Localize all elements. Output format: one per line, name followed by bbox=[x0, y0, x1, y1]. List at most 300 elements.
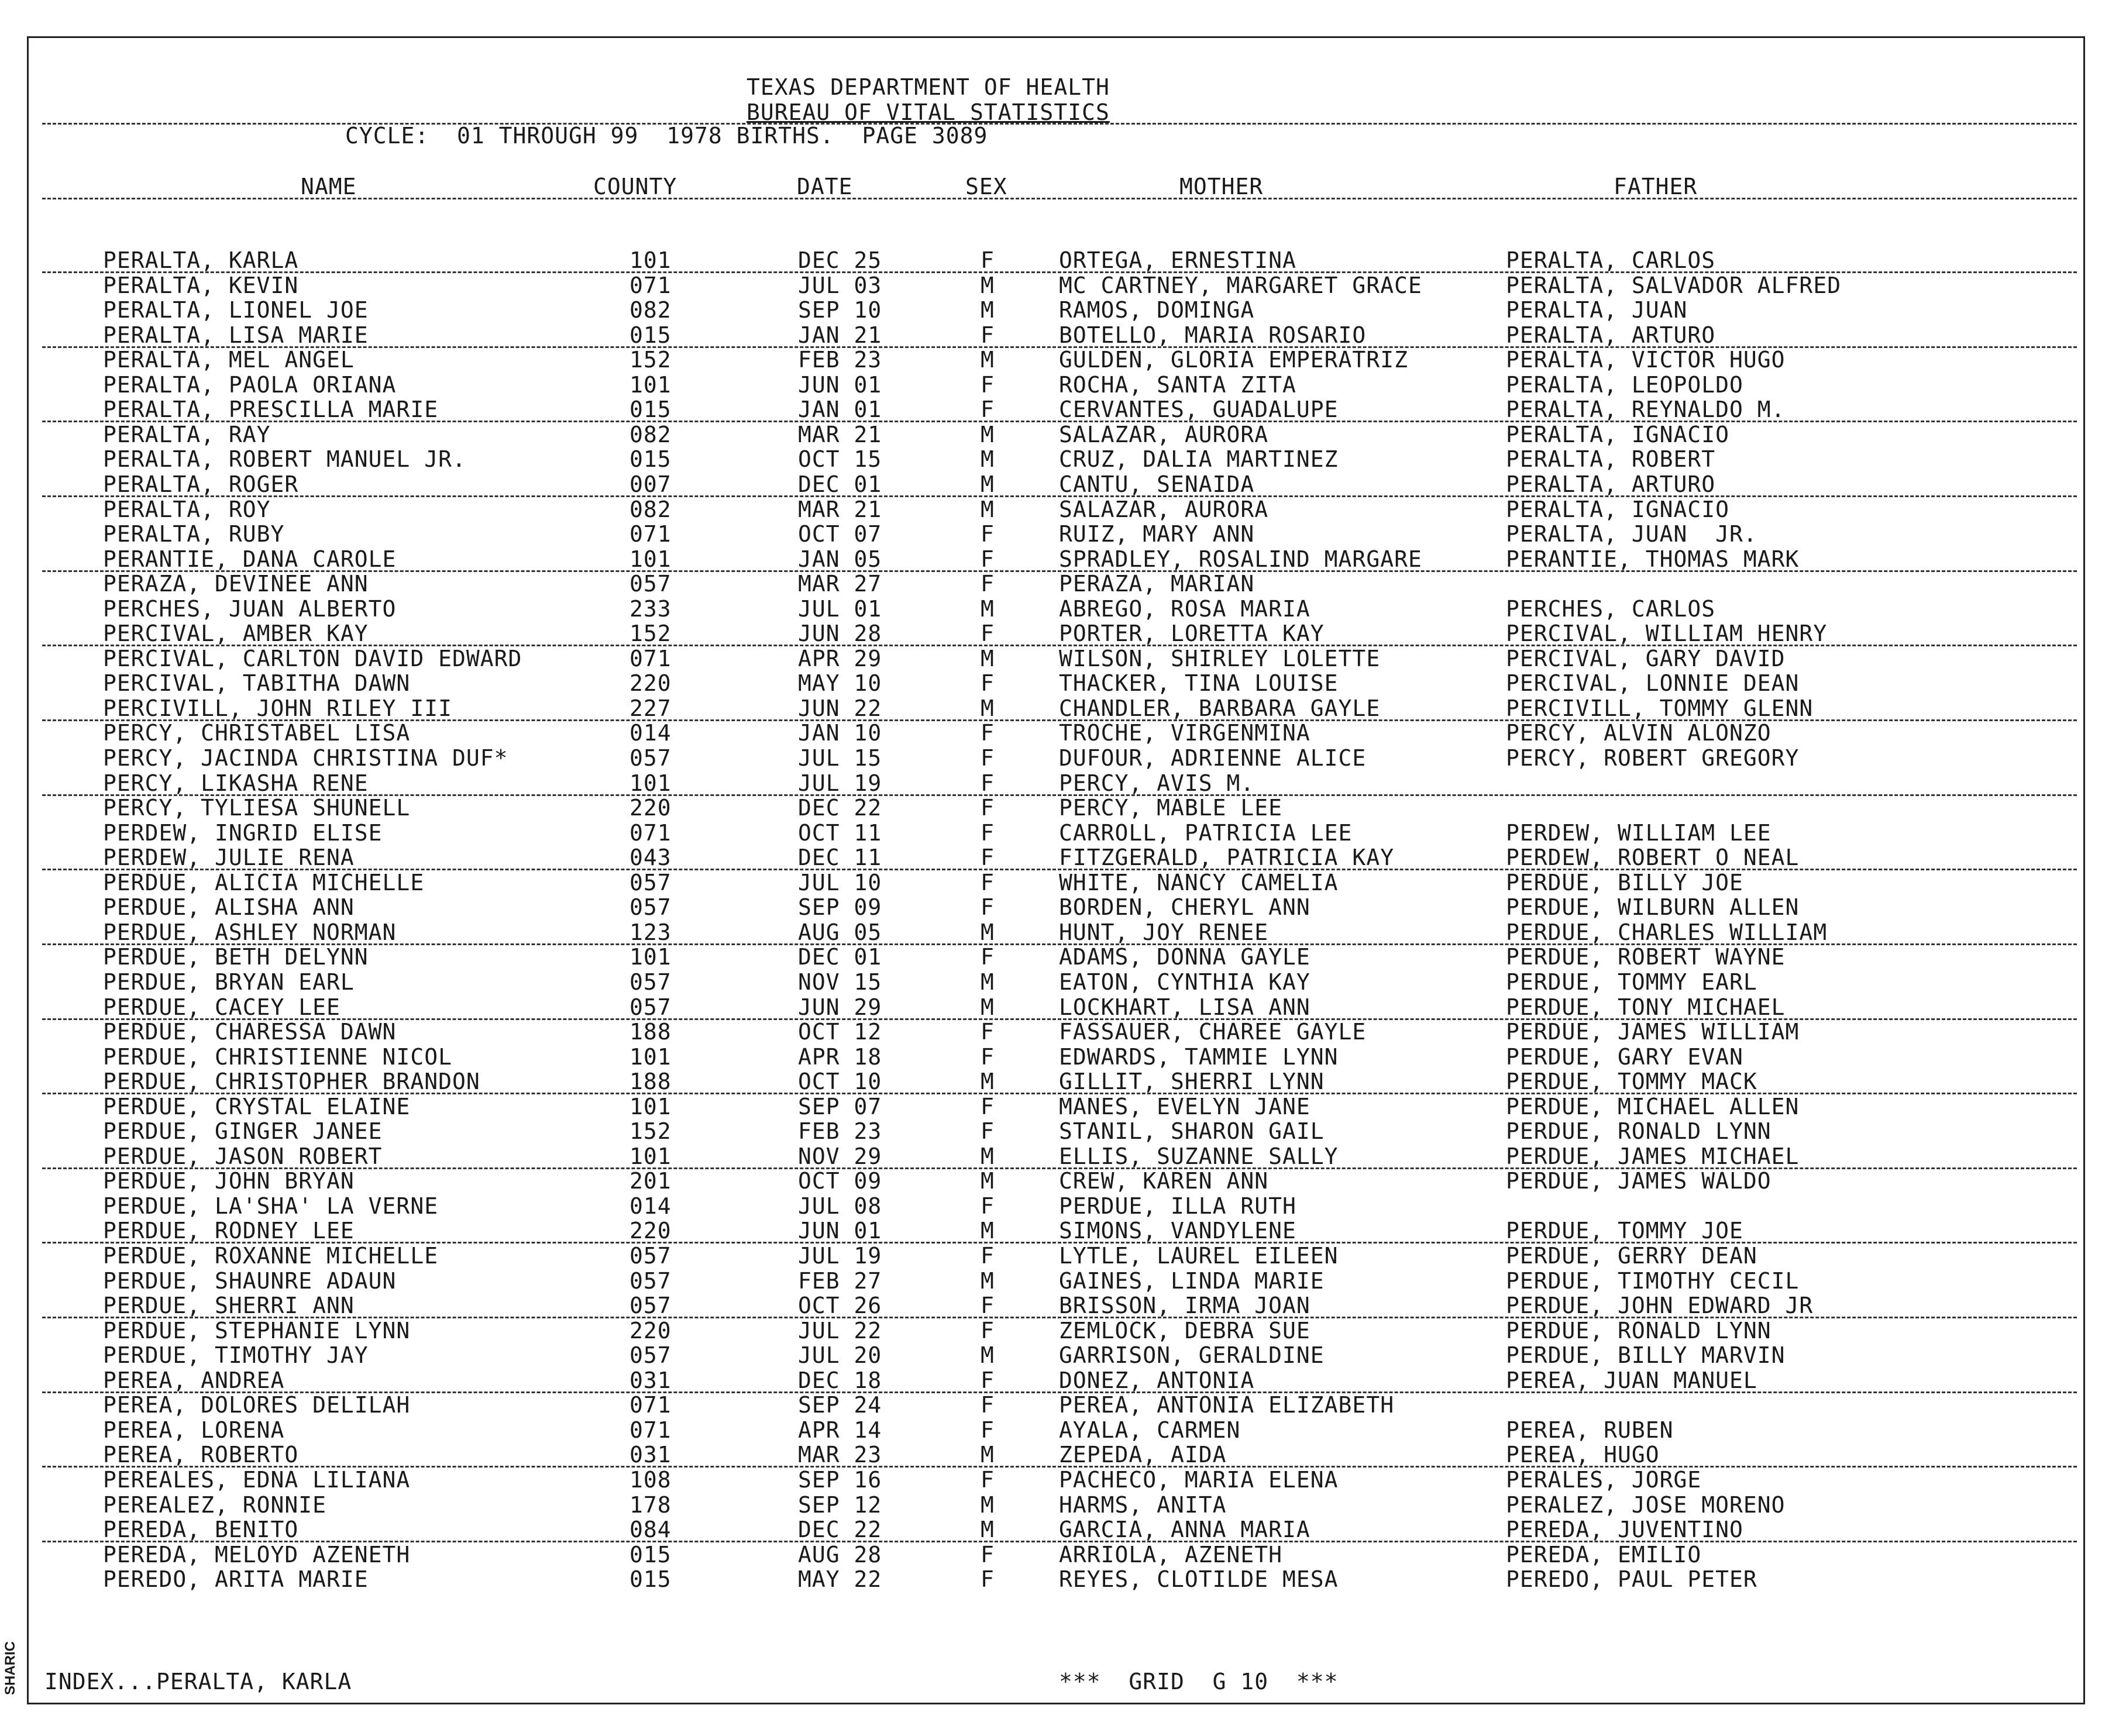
cell-date: JUL 15 bbox=[798, 745, 882, 771]
cell-name: PERALTA, ROY bbox=[103, 497, 271, 522]
cell-county: 071 bbox=[629, 1417, 672, 1443]
cell-county: 014 bbox=[629, 720, 672, 746]
cell-name: PEREDO, ARITA MARIE bbox=[103, 1566, 369, 1592]
cell-father: PERALTA, CARLOS bbox=[1506, 247, 1716, 273]
cell-sex: F bbox=[981, 1318, 995, 1344]
cell-sex: M bbox=[981, 1218, 995, 1244]
table-row bbox=[0, 1542, 2119, 1567]
cell-father: PERALTA, IGNACIO bbox=[1506, 497, 1730, 522]
cell-mother: DUFOUR, ADRIENNE ALICE bbox=[1059, 745, 1367, 771]
cell-mother: MANES, EVELYN JANE bbox=[1059, 1094, 1310, 1120]
cell-date: MAR 21 bbox=[798, 422, 882, 447]
grid-label: *** GRID G 10 *** bbox=[1059, 1669, 1339, 1694]
cell-mother: BOTELLO, MARIA ROSARIO bbox=[1059, 322, 1367, 348]
table-row bbox=[0, 1194, 2119, 1218]
cell-date: MAR 21 bbox=[798, 497, 882, 522]
cell-county: 015 bbox=[629, 1566, 672, 1592]
cell-county: 084 bbox=[629, 1517, 672, 1542]
cell-father: PERALTA, ARTURO bbox=[1506, 322, 1716, 348]
cell-mother: TROCHE, VIRGENMINA bbox=[1059, 720, 1310, 746]
table-row bbox=[0, 347, 2119, 372]
cell-father: PERCHES, CARLOS bbox=[1506, 596, 1716, 622]
cell-sex: F bbox=[981, 745, 995, 771]
table-row bbox=[0, 497, 2119, 522]
cell-date: OCT 10 bbox=[798, 1069, 882, 1094]
cell-date: FEB 27 bbox=[798, 1268, 882, 1294]
cell-sex: F bbox=[981, 571, 995, 597]
cell-county: 071 bbox=[629, 1392, 672, 1418]
table-row bbox=[0, 970, 2119, 994]
cell-county: 031 bbox=[629, 1442, 672, 1468]
col-header-mother: MOTHER bbox=[1179, 174, 1264, 199]
table-row bbox=[0, 1019, 2119, 1044]
cell-name: PERDUE, CHRISTOPHER BRANDON bbox=[103, 1069, 480, 1094]
cell-name: PEREDA, BENITO bbox=[103, 1517, 299, 1542]
cell-mother: PORTER, LORETTA KAY bbox=[1059, 621, 1325, 646]
cell-sex: F bbox=[981, 1542, 995, 1568]
cell-mother: FASSAUER, CHAREE GAYLE bbox=[1059, 1019, 1367, 1045]
cell-name: PERDUE, SHAUNRE ADAUN bbox=[103, 1268, 397, 1294]
cell-father: PERALTA, IGNACIO bbox=[1506, 422, 1730, 447]
table-row bbox=[0, 1442, 2119, 1467]
table-row bbox=[0, 1368, 2119, 1393]
cell-county: 071 bbox=[629, 820, 672, 846]
table-row bbox=[0, 1094, 2119, 1119]
cell-father: PERDUE, TONY MICHAEL bbox=[1506, 994, 1786, 1020]
cell-county: 057 bbox=[629, 894, 672, 920]
cell-date: AUG 05 bbox=[798, 919, 882, 945]
table-row bbox=[0, 1343, 2119, 1368]
cell-county: 015 bbox=[629, 1542, 672, 1568]
cell-name: PERCY, CHRISTABEL LISA bbox=[103, 720, 411, 746]
cell-father: PERANTIE, THOMAS MARK bbox=[1506, 546, 1800, 572]
cell-date: DEC 22 bbox=[798, 1517, 882, 1542]
table-row bbox=[0, 248, 2119, 273]
table-row bbox=[0, 746, 2119, 770]
cell-county: 220 bbox=[629, 1218, 672, 1244]
cell-sex: F bbox=[981, 372, 995, 398]
cell-county: 082 bbox=[629, 497, 672, 522]
cell-county: 220 bbox=[629, 795, 672, 821]
cell-name: PERDUE, CRYSTAL ELAINE bbox=[103, 1094, 411, 1120]
cell-name: PERDUE, CHRISTIENNE NICOL bbox=[103, 1044, 452, 1070]
cell-sex: F bbox=[981, 894, 995, 920]
cell-mother: EATON, CYNTHIA KAY bbox=[1059, 969, 1310, 995]
cell-date: JUL 22 bbox=[798, 1318, 882, 1344]
cell-mother: GAINES, LINDA MARIE bbox=[1059, 1268, 1325, 1294]
cell-name: PERALTA, PRESCILLA MARIE bbox=[103, 397, 439, 422]
cell-father: PERDUE, BILLY JOE bbox=[1506, 870, 1743, 895]
cell-father: PERCY, ALVIN ALONZO bbox=[1506, 720, 1771, 746]
cell-mother: PACHECO, MARIA ELENA bbox=[1059, 1467, 1339, 1493]
cell-sex: F bbox=[981, 1094, 995, 1120]
cell-date: SEP 12 bbox=[798, 1492, 882, 1518]
cell-date: JUL 20 bbox=[798, 1342, 882, 1368]
cell-mother: RAMOS, DOMINGA bbox=[1059, 297, 1255, 323]
cell-sex: M bbox=[981, 297, 995, 323]
cell-sex: M bbox=[981, 1268, 995, 1294]
cell-date: JUL 03 bbox=[798, 273, 882, 298]
table-row bbox=[0, 1244, 2119, 1268]
cell-date: JUL 08 bbox=[798, 1193, 882, 1219]
cell-mother: RUIZ, MARY ANN bbox=[1059, 521, 1255, 547]
cell-county: 015 bbox=[629, 446, 672, 472]
table-row bbox=[0, 845, 2119, 870]
cell-date: FEB 23 bbox=[798, 347, 882, 373]
cell-father: PERDUE, ROBERT WAYNE bbox=[1506, 944, 1786, 970]
table-row bbox=[0, 721, 2119, 745]
col-header-father: FATHER bbox=[1614, 174, 1698, 199]
rule-header bbox=[42, 198, 2077, 199]
cell-county: 043 bbox=[629, 845, 672, 870]
cell-sex: M bbox=[981, 1442, 995, 1468]
cell-mother: SALAZAR, AURORA bbox=[1059, 422, 1269, 447]
cell-name: PERALTA, KEVIN bbox=[103, 273, 299, 298]
cell-mother: HUNT, JOY RENEE bbox=[1059, 919, 1269, 945]
cell-sex: M bbox=[981, 919, 995, 945]
cell-county: 007 bbox=[629, 471, 672, 497]
cell-father: PERDUE, JAMES WALDO bbox=[1506, 1168, 1771, 1194]
cell-sex: F bbox=[981, 944, 995, 970]
cell-father: PERALTA, JUAN bbox=[1506, 297, 1688, 323]
cell-county: 201 bbox=[629, 1168, 672, 1194]
cell-sex: M bbox=[981, 1168, 995, 1194]
cell-county: 071 bbox=[629, 521, 672, 547]
cell-name: PERDEW, JULIE RENA bbox=[103, 845, 355, 870]
table-row bbox=[0, 1393, 2119, 1417]
cell-name: PERDUE, CACEY LEE bbox=[103, 994, 340, 1020]
cell-father: PERALEZ, JOSE MORENO bbox=[1506, 1492, 1786, 1518]
cell-date: DEC 11 bbox=[798, 845, 882, 870]
cell-sex: F bbox=[981, 1368, 995, 1393]
cell-name: PERDUE, ROXANNE MICHELLE bbox=[103, 1243, 439, 1269]
cell-county: 101 bbox=[629, 944, 672, 970]
table-row bbox=[0, 547, 2119, 571]
cell-date: APR 29 bbox=[798, 646, 882, 671]
cell-mother: HARMS, ANITA bbox=[1059, 1492, 1227, 1518]
table-row bbox=[0, 646, 2119, 671]
cell-father: PEREA, HUGO bbox=[1506, 1442, 1660, 1468]
cell-date: SEP 16 bbox=[798, 1467, 882, 1493]
cell-mother: BRISSON, IRMA JOAN bbox=[1059, 1293, 1310, 1318]
cell-father: PEREA, JUAN MANUEL bbox=[1506, 1368, 1757, 1393]
table-row bbox=[0, 447, 2119, 471]
cell-sex: M bbox=[981, 994, 995, 1020]
cell-sex: F bbox=[981, 546, 995, 572]
table-row bbox=[0, 323, 2119, 347]
cell-name: PERCY, JACINDA CHRISTINA DUF* bbox=[103, 745, 508, 771]
cell-name: PERALTA, MEL ANGEL bbox=[103, 347, 355, 373]
cell-father: PERALES, JORGE bbox=[1506, 1467, 1702, 1493]
cell-date: JUN 22 bbox=[798, 695, 882, 721]
cell-mother: PERCY, AVIS M. bbox=[1059, 770, 1255, 796]
cell-date: MAR 23 bbox=[798, 1442, 882, 1468]
cell-mother: CREW, KAREN ANN bbox=[1059, 1168, 1269, 1194]
cell-county: 123 bbox=[629, 919, 672, 945]
table-row bbox=[0, 1293, 2119, 1318]
cell-sex: M bbox=[981, 446, 995, 472]
cell-sex: M bbox=[981, 497, 995, 522]
cell-name: PEREA, DOLORES DELILAH bbox=[103, 1392, 411, 1418]
cell-mother: CARROLL, PATRICIA LEE bbox=[1059, 820, 1353, 846]
cell-father: PERCIVAL, LONNIE DEAN bbox=[1506, 670, 1800, 696]
cell-date: JAN 21 bbox=[798, 322, 882, 348]
cell-father: PERALTA, LEOPOLDO bbox=[1506, 372, 1743, 398]
cell-name: PEREALEZ, RONNIE bbox=[103, 1492, 327, 1518]
cell-mother: DONEZ, ANTONIA bbox=[1059, 1368, 1255, 1393]
cell-sex: M bbox=[981, 1342, 995, 1368]
cell-name: PEREA, LORENA bbox=[103, 1417, 285, 1443]
cell-mother: ZEMLOCK, DEBRA SUE bbox=[1059, 1318, 1310, 1344]
cell-mother: AYALA, CARMEN bbox=[1059, 1417, 1241, 1443]
cell-father: PERDEW, WILLIAM LEE bbox=[1506, 820, 1771, 846]
cell-sex: F bbox=[981, 770, 995, 796]
table-row bbox=[0, 995, 2119, 1019]
cell-father: PERDUE, TOMMY JOE bbox=[1506, 1218, 1743, 1244]
cell-sex: F bbox=[981, 1293, 995, 1318]
cell-date: NOV 15 bbox=[798, 969, 882, 995]
cell-county: 101 bbox=[629, 546, 672, 572]
table-row bbox=[0, 1517, 2119, 1542]
cell-county: 057 bbox=[629, 745, 672, 771]
cell-name: PERCIVILL, JOHN RILEY III bbox=[103, 695, 452, 721]
cell-county: 082 bbox=[629, 422, 672, 447]
cell-name: PERALTA, KARLA bbox=[103, 247, 299, 273]
cell-mother: SIMONS, VANDYLENE bbox=[1059, 1218, 1296, 1244]
cell-name: PERDUE, ALISHA ANN bbox=[103, 894, 355, 920]
cell-date: OCT 09 bbox=[798, 1168, 882, 1194]
cell-date: JUN 28 bbox=[798, 621, 882, 646]
cell-mother: SPRADLEY, ROSALIND MARGARE bbox=[1059, 546, 1422, 572]
cell-father: PERALTA, ROBERT bbox=[1506, 446, 1716, 472]
table-row bbox=[0, 771, 2119, 795]
cell-date: MAY 10 bbox=[798, 670, 882, 696]
table-row bbox=[0, 621, 2119, 646]
side-label: SHARIC bbox=[2, 1641, 18, 1695]
cell-name: PERDUE, TIMOTHY JAY bbox=[103, 1342, 369, 1368]
cell-date: JUL 19 bbox=[798, 770, 882, 796]
cell-date: JUN 01 bbox=[798, 372, 882, 398]
table-row bbox=[0, 1493, 2119, 1517]
cell-date: OCT 26 bbox=[798, 1293, 882, 1318]
cell-father: PERDUE, CHARLES WILLIAM bbox=[1506, 919, 1828, 945]
cell-mother: PERAZA, MARIAN bbox=[1059, 571, 1255, 597]
cell-county: 057 bbox=[629, 1293, 672, 1318]
cell-date: SEP 07 bbox=[798, 1094, 882, 1120]
cell-county: 082 bbox=[629, 297, 672, 323]
cell-sex: F bbox=[981, 322, 995, 348]
cell-sex: M bbox=[981, 422, 995, 447]
cell-mother: THACKER, TINA LOUISE bbox=[1059, 670, 1339, 696]
cell-name: PERCHES, JUAN ALBERTO bbox=[103, 596, 397, 622]
cell-county: 101 bbox=[629, 1044, 672, 1070]
cell-name: PERDUE, LA'SHA' LA VERNE bbox=[103, 1193, 439, 1219]
cell-father: PERDUE, JAMES MICHAEL bbox=[1506, 1143, 1800, 1169]
cell-date: DEC 22 bbox=[798, 795, 882, 821]
cell-name: PERDUE, STEPHANIE LYNN bbox=[103, 1318, 411, 1344]
cell-mother: ABREGO, ROSA MARIA bbox=[1059, 596, 1310, 622]
col-header-sex: SEX bbox=[965, 174, 1007, 199]
cell-date: JAN 10 bbox=[798, 720, 882, 746]
cell-mother: PEREA, ANTONIA ELIZABETH bbox=[1059, 1392, 1395, 1418]
cell-mother: PERCY, MABLE LEE bbox=[1059, 795, 1283, 821]
cell-mother: GARRISON, GERALDINE bbox=[1059, 1342, 1325, 1368]
cycle-line: CYCLE: 01 THROUGH 99 1978 BIRTHS. PAGE 3089 bbox=[345, 123, 988, 149]
table-row bbox=[0, 945, 2119, 969]
table-row bbox=[0, 920, 2119, 945]
cell-name: PEREA, ANDREA bbox=[103, 1368, 285, 1393]
cell-sex: F bbox=[981, 521, 995, 547]
table-row bbox=[0, 422, 2119, 447]
cell-date: OCT 15 bbox=[798, 446, 882, 472]
cell-father: PERCIVAL, GARY DAVID bbox=[1506, 646, 1786, 671]
table-row bbox=[0, 1318, 2119, 1343]
cell-mother: ZEPEDA, AIDA bbox=[1059, 1442, 1227, 1468]
cell-sex: F bbox=[981, 1193, 995, 1219]
cell-sex: M bbox=[981, 347, 995, 373]
cell-mother: BORDEN, CHERYL ANN bbox=[1059, 894, 1310, 920]
cell-mother: ELLIS, SUZANNE SALLY bbox=[1059, 1143, 1339, 1169]
cell-date: JUL 01 bbox=[798, 596, 882, 622]
table-row bbox=[0, 696, 2119, 721]
cell-name: PEREALES, EDNA LILIANA bbox=[103, 1467, 411, 1493]
cell-mother: GARCIA, ANNA MARIA bbox=[1059, 1517, 1310, 1542]
cell-mother: LOCKHART, LISA ANN bbox=[1059, 994, 1310, 1020]
cell-county: 227 bbox=[629, 695, 672, 721]
cell-father: PERCIVILL, TOMMY GLENN bbox=[1506, 695, 1814, 721]
cell-sex: M bbox=[981, 1143, 995, 1169]
cell-father: PERDUE, RONALD LYNN bbox=[1506, 1118, 1771, 1144]
cell-father: PEREDA, EMILIO bbox=[1506, 1542, 1702, 1568]
cell-name: PERANTIE, DANA CAROLE bbox=[103, 546, 397, 572]
cell-name: PERDUE, ALICIA MICHELLE bbox=[103, 870, 425, 895]
cell-date: DEC 18 bbox=[798, 1368, 882, 1393]
cell-mother: EDWARDS, TAMMIE LYNN bbox=[1059, 1044, 1339, 1070]
cell-name: PERALTA, LIONEL JOE bbox=[103, 297, 369, 323]
cell-county: 071 bbox=[629, 646, 672, 671]
cell-sex: F bbox=[981, 397, 995, 422]
cell-county: 015 bbox=[629, 322, 672, 348]
cell-county: 057 bbox=[629, 969, 672, 995]
cell-sex: F bbox=[981, 870, 995, 895]
cell-date: APR 18 bbox=[798, 1044, 882, 1070]
header-agency: TEXAS DEPARTMENT OF HEALTH bbox=[747, 74, 1110, 100]
table-row bbox=[0, 870, 2119, 895]
table-row bbox=[0, 1144, 2119, 1169]
cell-name: PEREA, ROBERTO bbox=[103, 1442, 299, 1468]
cell-father: PERALTA, VICTOR HUGO bbox=[1506, 347, 1786, 373]
cell-name: PERDUE, BETH DELYNN bbox=[103, 944, 369, 970]
cell-sex: F bbox=[981, 1118, 995, 1144]
cell-father: PERALTA, JUAN JR. bbox=[1506, 521, 1757, 547]
cell-father: PERDUE, BILLY MARVIN bbox=[1506, 1342, 1786, 1368]
cell-date: SEP 09 bbox=[798, 894, 882, 920]
cell-sex: F bbox=[981, 1417, 995, 1443]
cell-county: 220 bbox=[629, 670, 672, 696]
table-row bbox=[0, 472, 2119, 497]
cell-name: PERDUE, GINGER JANEE bbox=[103, 1118, 383, 1144]
cell-father: PERDUE, WILBURN ALLEN bbox=[1506, 894, 1800, 920]
table-row bbox=[0, 1418, 2119, 1442]
cell-name: PERALTA, ROBERT MANUEL JR. bbox=[103, 446, 466, 472]
cell-date: JAN 05 bbox=[798, 546, 882, 572]
cell-mother: CERVANTES, GUADALUPE bbox=[1059, 397, 1339, 422]
cell-date: DEC 01 bbox=[798, 471, 882, 497]
cell-name: PERCY, LIKASHA RENE bbox=[103, 770, 369, 796]
cell-county: 101 bbox=[629, 770, 672, 796]
col-header-name: NAME bbox=[301, 174, 357, 199]
cell-county: 057 bbox=[629, 1342, 672, 1368]
cell-name: PERALTA, RAY bbox=[103, 422, 271, 447]
table-row bbox=[0, 373, 2119, 397]
table-row bbox=[0, 895, 2119, 919]
cell-father: PERCIVAL, WILLIAM HENRY bbox=[1506, 621, 1828, 646]
cell-sex: M bbox=[981, 1517, 995, 1542]
cell-date: SEP 10 bbox=[798, 297, 882, 323]
cell-sex: M bbox=[981, 646, 995, 671]
cell-name: PEREDA, MELOYD AZENETH bbox=[103, 1542, 411, 1568]
table-row bbox=[0, 1119, 2119, 1143]
cell-sex: F bbox=[981, 1044, 995, 1070]
cell-sex: M bbox=[981, 1492, 995, 1518]
cell-father: PERDUE, JAMES WILLIAM bbox=[1506, 1019, 1800, 1045]
cell-county: 057 bbox=[629, 1268, 672, 1294]
cell-date: JUL 19 bbox=[798, 1243, 882, 1269]
cell-father: PERDUE, JOHN EDWARD JR bbox=[1506, 1293, 1814, 1318]
cell-father: PERDUE, RONALD LYNN bbox=[1506, 1318, 1771, 1344]
cell-county: 071 bbox=[629, 273, 672, 298]
cell-father: PEREDA, JUVENTINO bbox=[1506, 1517, 1743, 1542]
cell-county: 220 bbox=[629, 1318, 672, 1344]
table-row bbox=[0, 397, 2119, 422]
cell-mother: MC CARTNEY, MARGARET GRACE bbox=[1059, 273, 1422, 298]
cell-father: PERDEW, ROBERT O NEAL bbox=[1506, 845, 1800, 870]
cell-county: 188 bbox=[629, 1019, 672, 1045]
cell-date: MAY 22 bbox=[798, 1566, 882, 1592]
cell-sex: F bbox=[981, 845, 995, 870]
cell-sex: F bbox=[981, 1019, 995, 1045]
cell-mother: ROCHA, SANTA ZITA bbox=[1059, 372, 1296, 398]
cell-sex: M bbox=[981, 273, 995, 298]
cell-county: 152 bbox=[629, 1118, 672, 1144]
cell-mother: SALAZAR, AURORA bbox=[1059, 497, 1269, 522]
cell-father: PERALTA, REYNALDO M. bbox=[1506, 397, 1786, 422]
cell-father: PERCY, ROBERT GREGORY bbox=[1506, 745, 1800, 771]
cell-county: 101 bbox=[629, 1143, 672, 1169]
cell-father: PERDUE, TIMOTHY CECIL bbox=[1506, 1268, 1800, 1294]
cell-date: SEP 24 bbox=[798, 1392, 882, 1418]
cell-date: JUN 29 bbox=[798, 994, 882, 1020]
cell-sex: F bbox=[981, 621, 995, 646]
cell-sex: M bbox=[981, 1069, 995, 1094]
table-row bbox=[0, 522, 2119, 546]
cell-date: AUG 28 bbox=[798, 1542, 882, 1568]
table-row bbox=[0, 1045, 2119, 1069]
cell-mother: ARRIOLA, AZENETH bbox=[1059, 1542, 1283, 1568]
cell-name: PERDUE, BRYAN EARL bbox=[103, 969, 355, 995]
cell-date: APR 14 bbox=[798, 1417, 882, 1443]
cell-sex: F bbox=[981, 247, 995, 273]
cell-county: 188 bbox=[629, 1069, 672, 1094]
cell-father: PERDUE, MICHAEL ALLEN bbox=[1506, 1094, 1800, 1120]
cell-county: 057 bbox=[629, 571, 672, 597]
cell-name: PERDEW, INGRID ELISE bbox=[103, 820, 383, 846]
cell-county: 057 bbox=[629, 994, 672, 1020]
cell-name: PERALTA, LISA MARIE bbox=[103, 322, 369, 348]
cell-name: PERALTA, PAOLA ORIANA bbox=[103, 372, 397, 398]
cell-mother: STANIL, SHARON GAIL bbox=[1059, 1118, 1325, 1144]
col-header-date: DATE bbox=[797, 174, 853, 199]
